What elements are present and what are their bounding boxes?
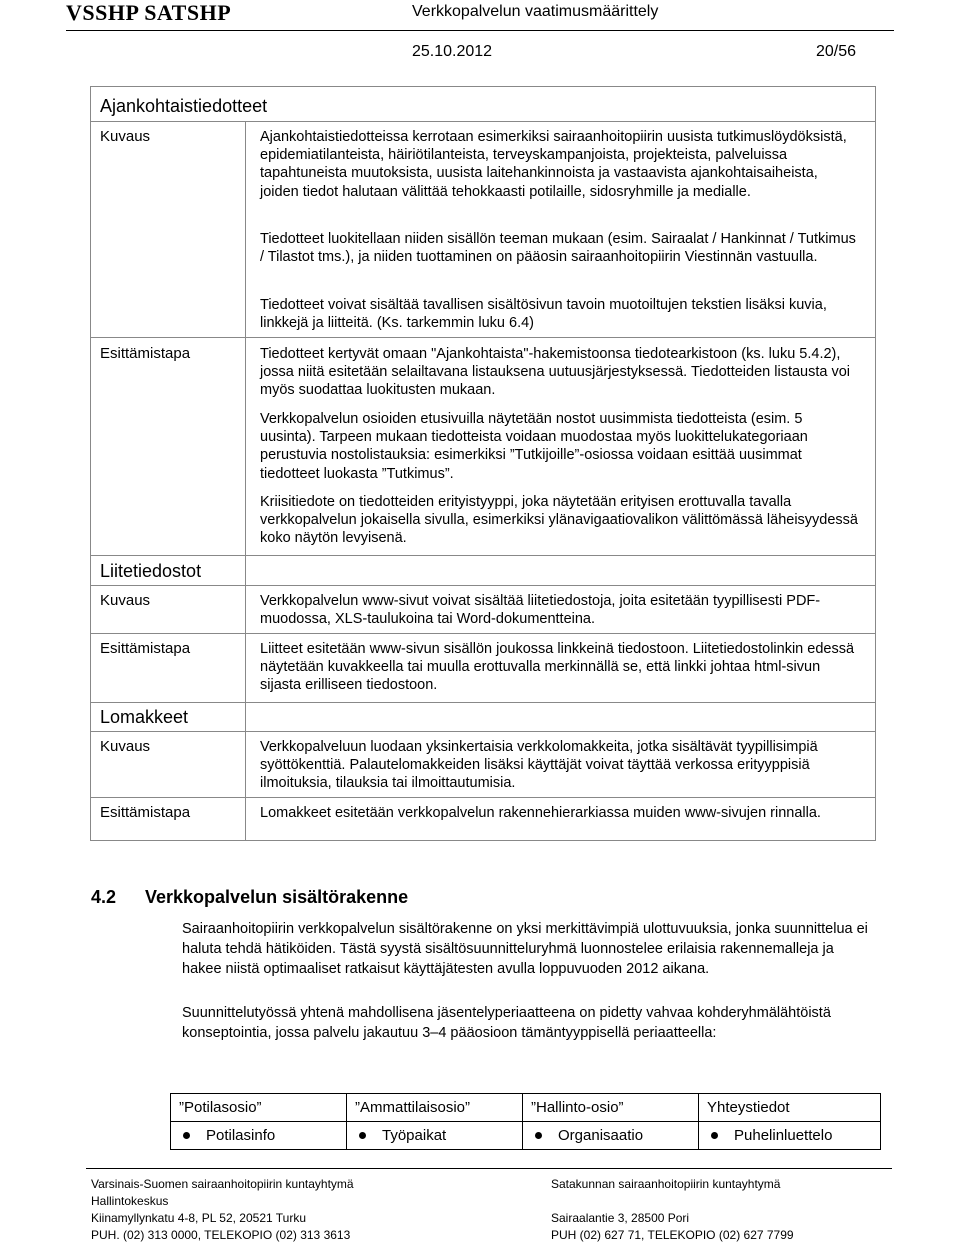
row-label-kuvaus: Kuvaus	[100, 738, 151, 755]
bullet-icon	[359, 1132, 366, 1139]
row-text: Ajankohtaistiedotteissa kerrotaan esimerkiksi sairaanhoitopiirin uusista tutkimuslöydöksistä, epidemiatilanteista, häiriötilanteista, terveyskampanjoista, projekteista, palveluissa tapahtuneista muutoksista, uusista laitehankinnoista ja vastaavista ajankohtaisaiheista, joiden tiedot halutaan välittää tehokkaasti potilaille, sidosryhmille ja medialle.	[260, 129, 847, 200]
body-paragraph: Sairaanhoitopiirin verkkopalvelun sisältörakenne on yksi merkittävimpiä ulottuvuuksia, jonka suunnittelua ei haluta tehdä hätiköiden. Tästä syystä sisältösuunnitteluryhmä luonnostelee erilaisia rakennemalleja ja hakee niistä optimaaliset ratkaisut käyttäjätesten avulla loppuvuoden 2012 aikana.	[182, 921, 868, 977]
row-text: Liitteet esitetään www-sivun sisällön joukossa linkkeinä tiedostoon. Liitetiedostolinkin edessä näytetään kuvakkeella tai muulla erottuvalla merkinnällä se, että linkki johtaa html-sivun sijasta erilliseen tiedostoon.	[260, 641, 855, 694]
header-rule	[66, 30, 894, 31]
row-label-esittamistapa: Esittämistapa	[100, 640, 191, 657]
footer-left	[91, 1176, 354, 1244]
table-cell-text: Puhelinluettelo	[734, 1127, 833, 1144]
row-label-kuvaus: Kuvaus	[100, 592, 151, 609]
bullet-icon	[535, 1132, 542, 1139]
footer-line-text: Kiinamyllynkatu 4-8, PL 52, 20521 Turku	[91, 1211, 307, 1225]
row-separator	[91, 731, 875, 732]
page-number: 20/56	[816, 43, 857, 60]
table-header-cell: Yhteystiedot	[699, 1094, 881, 1122]
row-text: Verkkopalvelun www-sivut voivat sisältää liitetiedostoja, joita esitetään tyypillisesti PDF-muodossa, XLS-taulukoina tai Word-dokumentteina.	[260, 593, 821, 628]
table-cell	[171, 1122, 347, 1150]
footer-line-text: PUH. (02) 313 0000, TELEKOPIO (02) 313 3613	[91, 1228, 351, 1242]
footer-right	[551, 1176, 794, 1244]
row-label-kuvaus: Kuvaus	[100, 128, 151, 145]
section-title-tiedotteet: Ajankohtaistiedotteet	[100, 96, 268, 116]
row-text: Verkkopalvelun osioiden etusivuilla näytetään nostot uusimmista tiedotteista (esim. 5 uusinta). Tarpeen mukaan tiedotteista voidaan muodostaa myös luokittelukategoriaan perustuvia nostolistauksia: esimerkiksi ”Tutkijoille”-osiossa voidaan esittää uusimmat tiedotteet luokasta ”Tutkimus”.	[260, 411, 808, 482]
table-cell	[699, 1122, 881, 1150]
footer-line-text: Varsinais-Suomen sairaanhoitopiirin kuntayhtymä	[91, 1177, 354, 1191]
section-title-liitetiedostot: Liitetiedostot	[100, 561, 202, 581]
row-label-esittamistapa: Esittämistapa	[100, 804, 191, 821]
row-separator	[91, 702, 875, 703]
row-text: Tiedotteet luokitellaan niiden sisällön teeman mukaan (esim. Sairaalat / Hankinnat / Tutkimus / Tilastot tms.), ja niiden tuottaminen on pääosin sairaanhoitopiirin Viestinnän vastuulla.	[260, 231, 856, 266]
bullet-icon	[711, 1132, 718, 1139]
footer-line-text: Hallintokeskus	[91, 1194, 169, 1208]
body-paragraph: Suunnittelutyössä yhtenä mahdollisena jäsentelyperiaatteena on pidetty vahvaa kohderyhmälähtöistä konseptointia, jossa palvelu jakautuu 3–4 pääosioon tämäntyyppisellä periaatteella:	[182, 1005, 831, 1041]
row-separator	[91, 797, 875, 798]
footer-line-text: Satakunnan sairaanhoitopiirin kuntayhtymä	[551, 1177, 781, 1191]
row-label-esittamistapa: Esittämistapa	[100, 345, 191, 362]
row-separator	[91, 121, 875, 122]
table-cell	[347, 1122, 523, 1150]
logo-text: VSSHP SATSHP	[66, 0, 232, 25]
footer-line-text: Sairaalantie 3, 28500 Pori	[551, 1211, 690, 1225]
row-text: Verkkopalveluun luodaan yksinkertaisia verkkolomakkeita, jotka sisältävät tyypillisimpiä syöttökenttiä. Palautelomakkeiden lisäksi käyttäjät voivat täyttää verkossa erityyppisiä ilmoituksia, tilauksia tai ilmoittautumisia.	[260, 739, 818, 792]
row-text: Tiedotteet kertyvät omaan "Ajankohtaista"-hakemistoonsa tiedotearkistoon (ks. luku 5.4.2), jossa niitä esitetään selailtavana listauksena uutuusjärjestyksessä. Tiedotteiden listausta voi myös suodattaa luokitusten mukaan.	[260, 346, 851, 399]
row-separator	[91, 555, 875, 556]
table-header-cell: ”Potilasosio”	[171, 1094, 347, 1122]
row-separator	[91, 633, 875, 634]
table-cell	[523, 1122, 699, 1150]
structure-table	[170, 1093, 881, 1150]
row-separator	[91, 585, 875, 586]
row-text: Lomakkeet esitetään verkkopalvelun rakennehierarkiassa muiden www-sivujen rinnalla.	[260, 805, 821, 821]
table-header-cell: ”Hallinto-osio”	[523, 1094, 699, 1122]
section-heading	[91, 887, 408, 908]
row-text: Tiedotteet voivat sisältää tavallisen sisältösivun tavoin muotoiltujen tekstien lisäksi kuvia, linkkejä ja liitteitä. (Ks. tarkemmin luku 6.4)	[260, 297, 827, 332]
section-number: 4.2	[91, 887, 117, 907]
document-date: 25.10.2012	[412, 43, 493, 60]
row-text: Kriisitiedote on tiedotteiden erityistyyppi, joka näytetään erityisen erottuvalla tavalla verkkopalvelun jokaisella sivulla, esimerkiksi ylänavigaatiovalikon välittömässä läheisyydessä koko näytön levyisenä.	[260, 494, 858, 547]
table-cell-text: Työpaikat	[382, 1127, 447, 1144]
table-header-cell: ”Ammattilaisosio”	[347, 1094, 523, 1122]
bullet-icon	[183, 1132, 190, 1139]
table-cell-text: Potilasinfo	[206, 1127, 276, 1144]
footer-rule	[86, 1168, 892, 1169]
footer-line-text: PUH (02) 627 71, TELEKOPIO (02) 627 7799	[551, 1228, 794, 1242]
section-title-lomakkeet: Lomakkeet	[100, 707, 189, 727]
row-separator	[91, 337, 875, 338]
footer-line-text	[551, 1193, 794, 1210]
document-title: Verkkopalvelun vaatimusmäärittely	[412, 3, 659, 20]
column-divider	[245, 121, 246, 841]
table-cell-text: Organisaatio	[558, 1127, 644, 1144]
section-title: Verkkopalvelun sisältörakenne	[145, 887, 409, 907]
